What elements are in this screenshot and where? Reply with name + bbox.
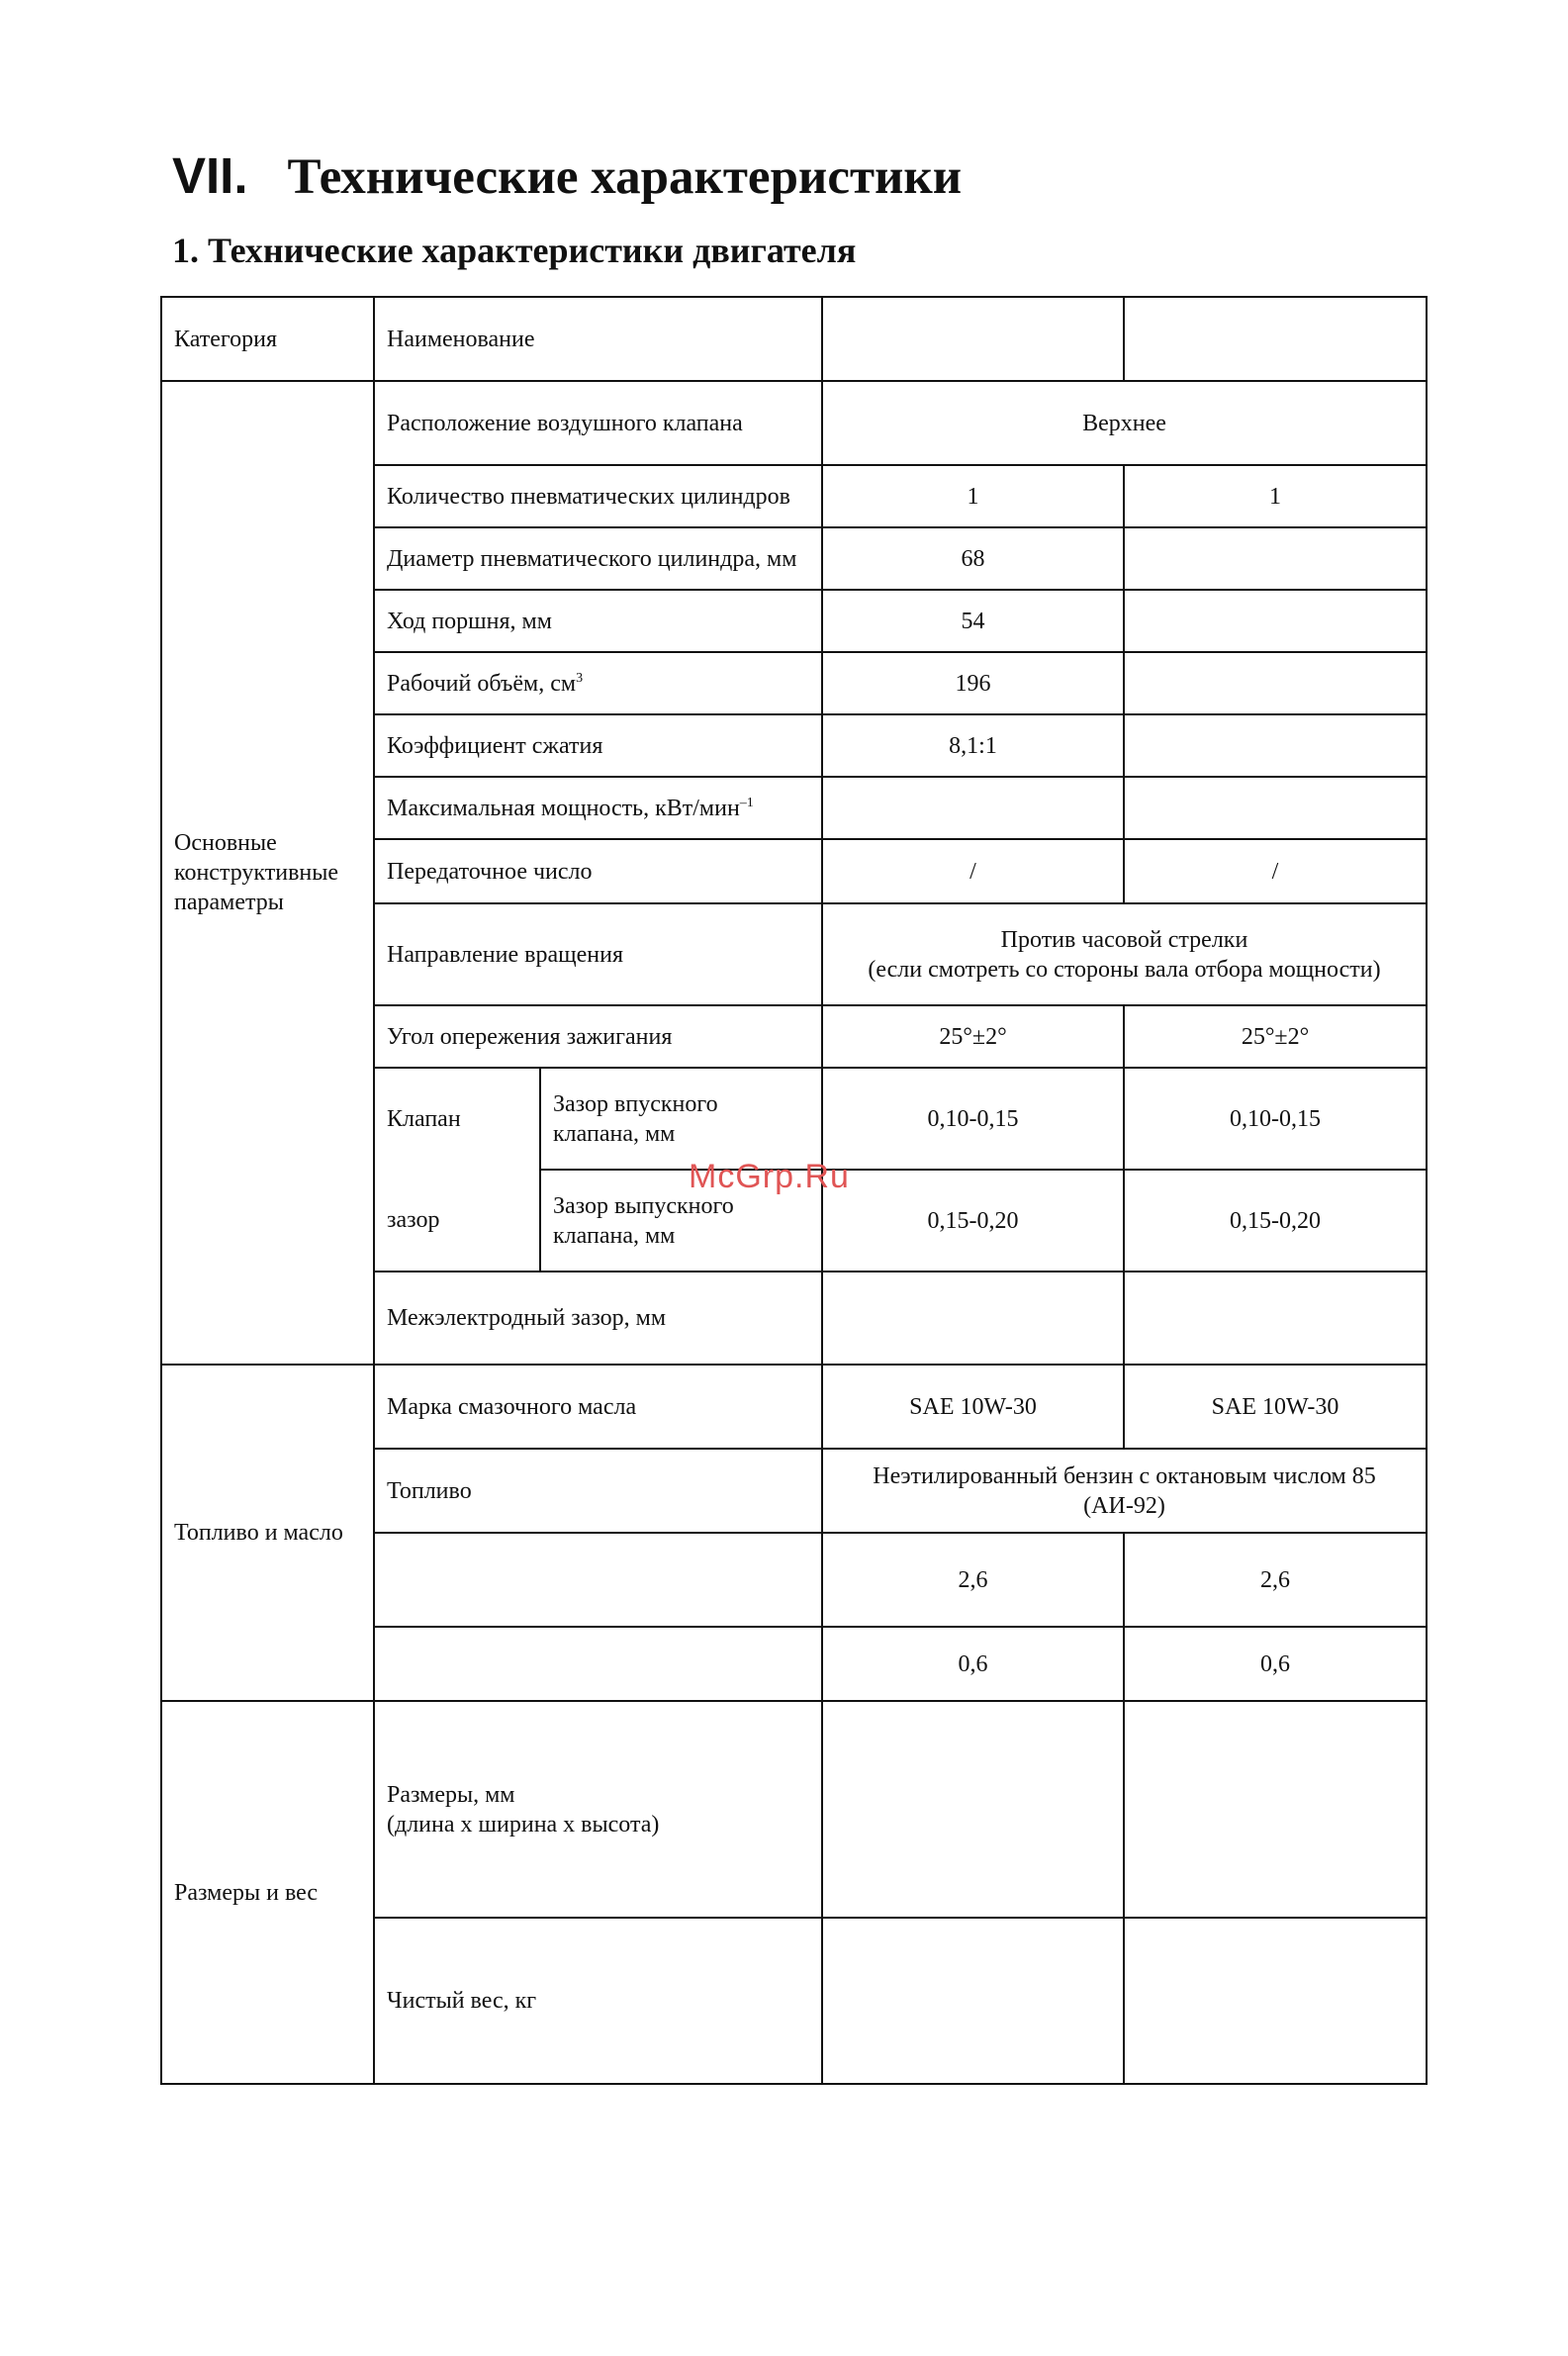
row-value-2 bbox=[1124, 714, 1427, 777]
row-value-2: 0,10-0,15 bbox=[1124, 1068, 1427, 1170]
row-value-1: 54 bbox=[822, 590, 1124, 652]
row-value-2 bbox=[1124, 1272, 1427, 1365]
displacement-label: Рабочий объём, см bbox=[387, 670, 577, 697]
row-value-1 bbox=[822, 777, 1124, 839]
row-label: Передаточное число bbox=[374, 839, 822, 903]
subsection-title: 1. Технические характеристики двигателя bbox=[172, 231, 857, 270]
row-value-2 bbox=[1124, 777, 1427, 839]
header-col2 bbox=[1124, 297, 1427, 381]
row-value-1 bbox=[822, 1918, 1124, 2084]
group-main-params: Основные конструктивные параметры bbox=[161, 381, 374, 1365]
row-value-1: 25°±2° bbox=[822, 1005, 1124, 1068]
row-value-1: 196 bbox=[822, 652, 1124, 714]
row-label bbox=[374, 1533, 822, 1627]
row-label bbox=[374, 1627, 822, 1701]
row-label: Зазор выпускного клапана, мм bbox=[540, 1170, 822, 1272]
row-value-2: 1 bbox=[1124, 465, 1427, 527]
displacement-label-sup: 3 bbox=[576, 670, 584, 686]
table-row bbox=[161, 381, 1427, 465]
dimensions-line-1: Размеры, мм bbox=[387, 1781, 515, 1808]
table-header-row bbox=[161, 297, 1427, 381]
row-label: Ход поршня, мм bbox=[374, 590, 822, 652]
row-label: Коэффициент сжатия bbox=[374, 714, 822, 777]
row-label: Марка смазочного масла bbox=[374, 1365, 822, 1449]
row-value-2 bbox=[1124, 652, 1427, 714]
row-value-2: 2,6 bbox=[1124, 1533, 1427, 1627]
header-category: Категория bbox=[161, 297, 374, 381]
group-fuel-oil: Топливо и масло bbox=[161, 1365, 374, 1701]
row-label bbox=[374, 652, 822, 714]
row-label: Угол опережения зажигания bbox=[374, 1005, 822, 1068]
row-value-2 bbox=[1124, 1701, 1427, 1918]
section-title bbox=[172, 147, 963, 205]
row-value-2 bbox=[1124, 1918, 1427, 2084]
header-name: Наименование bbox=[374, 297, 822, 381]
table-row bbox=[161, 1365, 1427, 1449]
row-value bbox=[822, 1449, 1427, 1533]
row-label: Межэлектродный зазор, мм bbox=[374, 1272, 822, 1365]
max-power-label-sup: –1 bbox=[739, 795, 754, 810]
row-label: Диаметр пневматического цилиндра, мм bbox=[374, 527, 822, 590]
row-value-1: 8,1:1 bbox=[822, 714, 1124, 777]
row-value bbox=[822, 903, 1427, 1005]
row-value-2: / bbox=[1124, 839, 1427, 903]
group-size-weight: Размеры и вес bbox=[161, 1701, 374, 2084]
valve-label-top: Клапан bbox=[374, 1068, 540, 1170]
row-value-2: 0,6 bbox=[1124, 1627, 1427, 1701]
rotation-line-1: Против часовой стрелки bbox=[1000, 926, 1248, 953]
row-value-2: SAE 10W-30 bbox=[1124, 1365, 1427, 1449]
row-label: Расположение воздушного клапана bbox=[374, 381, 822, 465]
row-value-1: 0,6 bbox=[822, 1627, 1124, 1701]
row-label bbox=[374, 1701, 822, 1918]
dimensions-line-2: (длина х ширина х высота) bbox=[387, 1811, 660, 1838]
row-value-1: 0,10-0,15 bbox=[822, 1068, 1124, 1170]
row-value-1: 2,6 bbox=[822, 1533, 1124, 1627]
fuel-line-2: (АИ-92) bbox=[1083, 1492, 1165, 1519]
row-value-1: 68 bbox=[822, 527, 1124, 590]
section-title-text: Технические характеристики bbox=[287, 149, 963, 205]
header-col1 bbox=[822, 297, 1124, 381]
row-value: Верхнее bbox=[822, 381, 1427, 465]
row-value-2 bbox=[1124, 590, 1427, 652]
table-row bbox=[161, 1701, 1427, 1918]
watermark: McGrp.Ru bbox=[689, 1158, 850, 1195]
row-value-2: 0,15-0,20 bbox=[1124, 1170, 1427, 1272]
rotation-line-2: (если смотреть со стороны вала отбора мощности) bbox=[868, 956, 1381, 983]
row-value-2 bbox=[1124, 527, 1427, 590]
row-value-1 bbox=[822, 1701, 1124, 1918]
row-label: Зазор впускного клапана, мм bbox=[540, 1068, 822, 1170]
row-value-2: 25°±2° bbox=[1124, 1005, 1427, 1068]
row-value-1 bbox=[822, 1272, 1124, 1365]
row-label: Направление вращения bbox=[374, 903, 822, 1005]
row-label: Количество пневматических цилиндров bbox=[374, 465, 822, 527]
row-value-1: / bbox=[822, 839, 1124, 903]
valve-label-bottom: зазор bbox=[374, 1170, 540, 1272]
row-label: Топливо bbox=[374, 1449, 822, 1533]
row-value-1: 0,15-0,20 bbox=[822, 1170, 1124, 1272]
row-label: Чистый вес, кг bbox=[374, 1918, 822, 2084]
max-power-label: Максимальная мощность, кВт/мин bbox=[387, 795, 740, 821]
row-value-1: SAE 10W-30 bbox=[822, 1365, 1124, 1449]
row-value-1: 1 bbox=[822, 465, 1124, 527]
section-number: VII. bbox=[172, 147, 248, 204]
fuel-line-1: Неэтилированный бензин с октановым числом 85 bbox=[873, 1462, 1376, 1489]
row-label bbox=[374, 777, 822, 839]
